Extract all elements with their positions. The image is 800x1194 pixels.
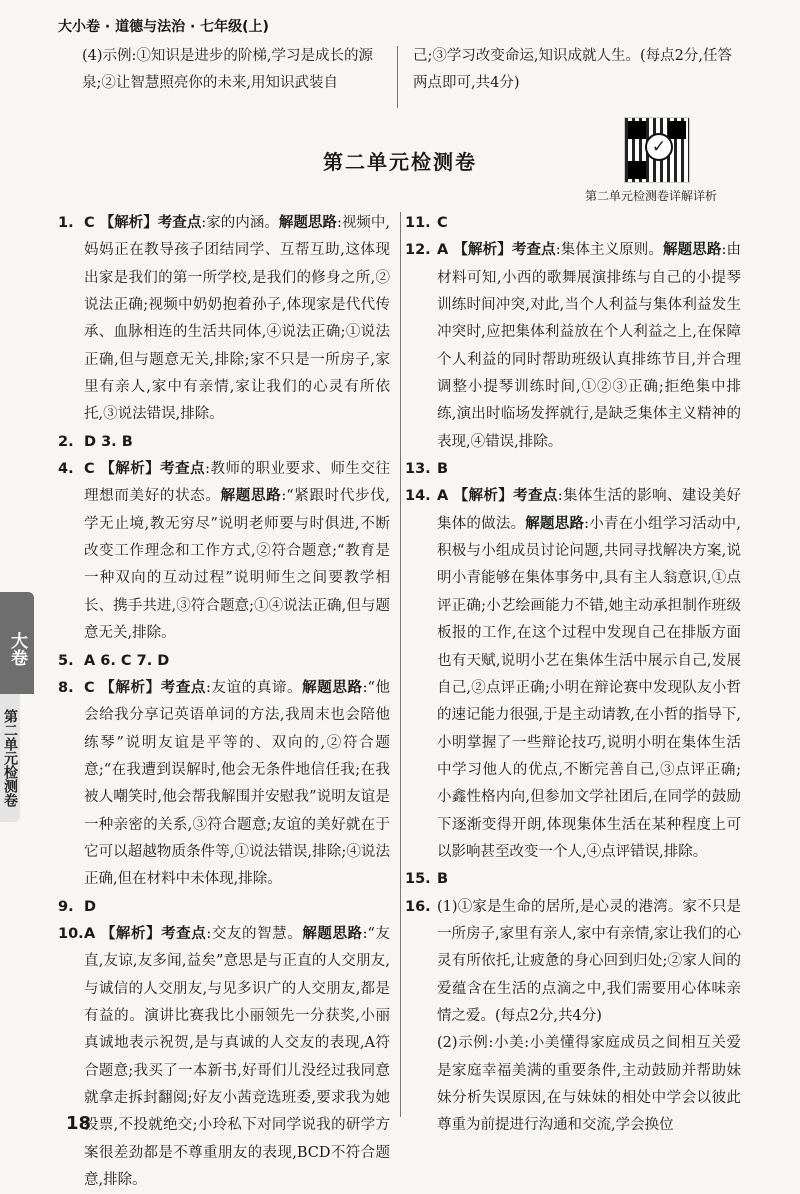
solution-text: :由材料可知,小西的歌舞展演排练与自己的小提琴训练时间冲突,对此,当个人利益与集体利益发生冲突时,应把集体利益放在个人利益之上,在保障个人利益的同时帮助班级认真排练节目,并合理调整小提琴训练时间,①②③正确;拒绝集中排练,演出时临场发挥就行,是缺乏集体主义精神的表现,④错误,排除。 <box>437 242 742 450</box>
solution-text: :“友直,友谅,友多闻,益矣”意思是与正直的人交朋友,与诚信的人交朋友,与见多识广的人交朋友,都是有益的。演讲比赛我比小丽领先一分获奖,小丽真诚地表示祝贺,是与真诚的人交友的表现,A符合题意;我买了一本新书,好哥们儿没经过我同意就拿走拆封翻阅;好友小茜竞选班委,要求我为她投票,不投就绝交;小玲私下对同学说我的研学方案很差劲都是不尊重朋友的表现,BCD不符合题意,排除。 <box>84 925 390 1189</box>
answer-body <box>437 210 741 237</box>
answer-key: C <box>437 215 448 231</box>
question-number: 12. <box>405 242 431 259</box>
answer-text: (1)①家是生命的居所,是心灵的港湾。家不只是一所房子,家里有亲人,家中有亲情,家让我们的心灵有所依托,让疲惫的身心回到归处;②家人间的爱蕴含在生活的点滴之中,我们需要用心体味亲情之爱。(每点2分,共4分) <box>437 898 741 1024</box>
answer-key: C <box>84 215 95 231</box>
answer-item <box>58 648 390 675</box>
answer-key: B <box>437 461 449 478</box>
answer-key: D 3. B <box>84 433 133 450</box>
answer-item <box>405 237 741 456</box>
answer-body <box>437 456 741 483</box>
question-number: 10. <box>58 925 84 942</box>
answer-item <box>58 456 390 647</box>
answer-item <box>58 921 390 1194</box>
answer-key: A <box>437 242 449 259</box>
continued-answer-right: 己;③学习改变命运,知识成就人生。(每点2分,任答两点即可,共4分) <box>413 48 732 91</box>
answer-item <box>58 894 390 921</box>
solution-tag: 解题思路 <box>278 215 337 231</box>
question-number: 13. <box>405 461 431 478</box>
answer-item <box>405 1030 741 1139</box>
side-tab <box>0 592 34 822</box>
answer-column-right <box>405 210 741 1140</box>
analysis-tag: 【解析】考查点 <box>95 925 207 942</box>
answer-key: B <box>437 871 449 888</box>
question-number: 1. <box>58 215 74 231</box>
solution-text: :“紧跟时代步伐,学无止境,教无穷尽”说明老师要与时俱进,不断改变工作理念和工作方式,②符合题意;“教育是一种双向的互动过程”说明师生之间要教学相长、携手共进,③符合题意;①④说法正确,但与题意无关,排除。 <box>84 488 390 642</box>
answer-body <box>437 894 741 1031</box>
answer-body <box>84 210 390 429</box>
side-tab-volume: 大卷 <box>0 592 34 694</box>
answer-body <box>84 675 390 894</box>
answer-item <box>405 210 741 237</box>
answer-text: (2)示例:小美:小美懂得家庭成员之间相互关爱是家庭幸福美满的重要条件,主动鼓励并帮助妹妹分析失误原因,在与妹妹的相处中学会以彼此尊重为前提进行沟通和交流,学会换位 <box>437 1035 741 1134</box>
answer-item <box>58 210 390 429</box>
checkmark-icon: ✓ <box>645 133 673 161</box>
answer-body <box>437 866 741 893</box>
answer-body <box>437 1030 741 1139</box>
analysis-topic: :友谊的真谛。 <box>206 679 303 696</box>
question-number: 2. <box>58 433 74 450</box>
analysis-tag: 【解析】考查点 <box>94 215 202 231</box>
answer-body <box>437 237 741 456</box>
analysis-tag: 【解析】考查点 <box>448 488 558 505</box>
question-number: 14. <box>405 488 431 505</box>
question-number: 16. <box>405 898 431 915</box>
side-tab-unit: 第二单元检测卷 <box>0 694 20 822</box>
answer-key: C <box>84 679 95 696</box>
solution-tag: 解题思路 <box>525 515 585 532</box>
analysis-topic: :集体主义原则。 <box>555 242 664 259</box>
answer-key: C <box>84 461 95 478</box>
question-number: 11. <box>405 215 431 231</box>
answer-item <box>405 483 741 866</box>
analysis-tag: 【解析】考查点 <box>94 679 207 696</box>
question-number: 15. <box>405 871 431 888</box>
solution-tag: 解题思路 <box>220 488 282 505</box>
solution-tag: 解题思路 <box>302 925 363 942</box>
qr-caption: 第二单元检测卷详解详析 <box>585 189 718 203</box>
solution-text: :视频中,妈妈正在教导孩子团结同学、互帮互助,这体现出家是我们的第一所学校,是我们的修身之所,②说法正确;视频中奶奶抱着孙子,体现家是代代传承、血脉相连的生活共同体,④说法正确;①说法正确,但与题意无关,排除;家不只是一所房子,家里有亲人,家中有亲情,家让我们的心灵有所依托,③说法错误,排除。 <box>84 215 391 423</box>
answer-key: D <box>84 898 97 915</box>
continued-answer-left: (4)示例:①知识是进步的阶梯,学习是成长的源泉;②让智慧照亮你的未来,用知识武装自 <box>82 48 374 91</box>
column-divider <box>400 212 401 1117</box>
page-number: 18 <box>66 1113 92 1134</box>
answer-body <box>437 483 741 866</box>
solution-text: :小青在小组学习活动中,积极与小组成员讨论问题,共同寻找解决方案,说明小青能够在集体事务中,具有主人翁意识,①点评正确;小艺绘画能力不错,她主动承担制作班级板报的工作,在这个过程中发现自己在排版方面也有天赋,说明小艺在集体生活中展示自己,发展自己,②点评正确;小明在辩论赛中发现队友小哲的速记能力很强,于是主动请教,在小哲的指导下,小明掌握了一些辩论技巧,说明小明在集体生活中学习他人的优点,不断完善自己,③点评正确;小鑫性格内向,但参加文学社团后,在同学的鼓励下逐渐变得开朗,体现集体生活在某种程度上可以影响甚至改变一个人,④点评错误,排除。 <box>437 515 742 860</box>
question-number <box>405 1030 437 1139</box>
column-divider-top <box>397 46 398 108</box>
analysis-tag: 【解析】考查点 <box>448 242 556 259</box>
answer-item <box>405 866 741 893</box>
solution-tag: 解题思路 <box>663 242 722 259</box>
solution-text: :“他会给我分享记英语单词的方法,我周末也会陪他练琴”说明友谊是平等的、双向的,②符合题意;“在我遭到误解时,他会无条件地信任我;在我被人嘲笑时,他会帮我解围并安慰我”说明友谊是一种亲密的关系,③符合题意;友谊的美好就在于它可以超越物质条件等,①说法错误,排除;④说法正确,但在材料中未体现,排除。 <box>84 679 390 888</box>
solution-tag: 解题思路 <box>302 679 363 696</box>
analysis-topic: :交友的智慧。 <box>206 925 303 942</box>
question-number: 8. <box>58 679 74 696</box>
answer-item <box>405 894 741 1031</box>
answer-body <box>84 456 390 647</box>
analysis-topic: :教师的职业要求、师生交往理想而美好的状态。 <box>84 461 390 505</box>
answer-item <box>405 456 741 483</box>
analysis-topic: :集体生活的影响、建设美好集体的做法。 <box>437 488 741 532</box>
answer-body <box>84 429 390 456</box>
analysis-topic: :家的内涵。 <box>201 215 279 231</box>
question-number: 9. <box>58 898 74 915</box>
answer-key: A 6. C 7. D <box>84 652 170 669</box>
answer-item <box>58 429 390 456</box>
answer-key: A <box>84 925 96 942</box>
analysis-tag: 【解析】考查点 <box>94 461 206 478</box>
answer-body <box>84 648 390 675</box>
running-header: 大小卷 · 道德与法治 · 七年级(上) <box>58 19 269 35</box>
answer-item <box>58 675 390 894</box>
answer-body <box>84 921 390 1194</box>
answer-key: A <box>437 488 449 505</box>
answer-body <box>84 894 390 921</box>
question-number: 4. <box>58 461 74 478</box>
page-title: 第二单元检测卷 <box>323 150 477 174</box>
question-number: 5. <box>58 652 74 669</box>
answer-column-left <box>58 210 390 1194</box>
